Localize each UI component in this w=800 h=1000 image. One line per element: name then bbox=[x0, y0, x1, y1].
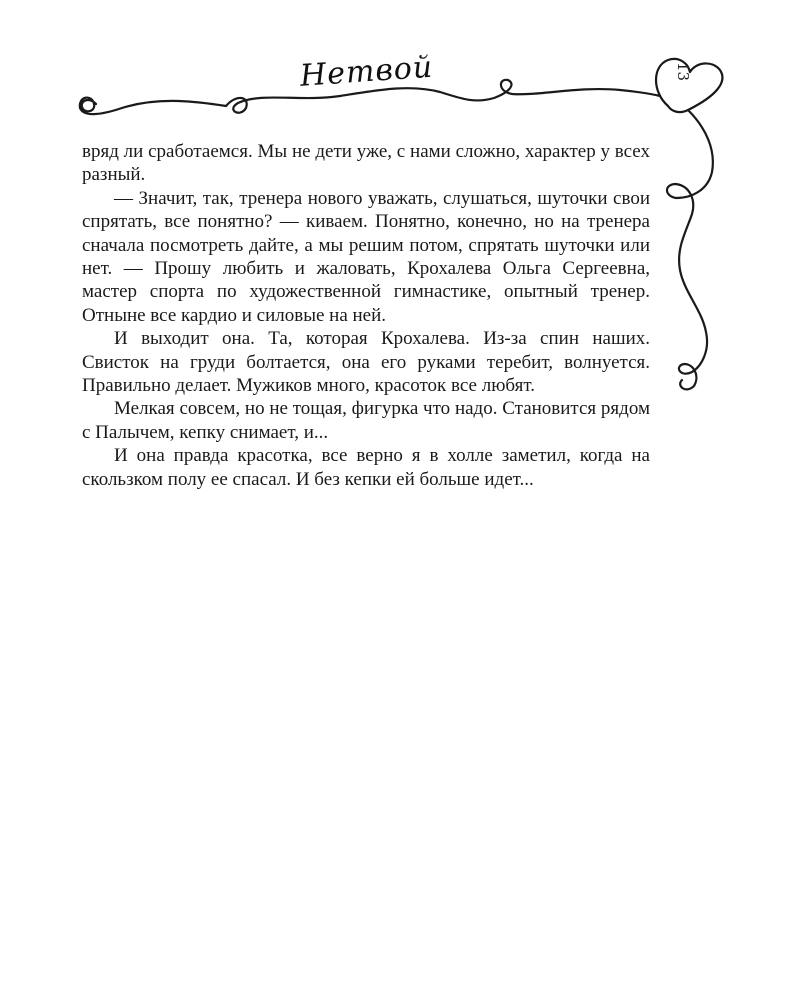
paragraph-1: вряд ли сработаемся. Мы не дети уже, с нами сложно, характер у всех разный. bbox=[82, 141, 650, 186]
paragraph-2: — Значит, так, тренера нового уважать, слушаться, шуточки свои спрятать, все понятно? — киваем. Понятно, конечно, но на тренера сначала посмотреть дайте, а мы решим потом, спрятать шуточки или нет. — Прошу любить и жаловать, Крохалева Ольга Сергеевна, мастер спорта по художественной гимнастике, опытный тренер. Отныне все кардио и силовые на ней. bbox=[82, 187, 650, 326]
running-title: Нетвой bbox=[298, 49, 435, 94]
ribbon-icon bbox=[667, 110, 713, 389]
paragraph-5: И она правда красотка, все верно я в холле заметил, когда на скользком полу ее спасал. И без кепки ей больше идет... bbox=[82, 445, 650, 490]
page-number: 13 bbox=[674, 62, 692, 82]
main-text bbox=[82, 140, 650, 491]
paragraph-4: Мелкая совсем, но не тощая, фигурка что надо. Становится рядом с Палычем, кепку снимает, и... bbox=[82, 398, 650, 443]
paragraph-3: И выходит она. Та, которая Крохалева. Из-за спин наших. Свисток на груди болтается, она его руками теребит, волнуется. Правильно делает. Мужиков много, красоток все любят. bbox=[82, 328, 650, 397]
